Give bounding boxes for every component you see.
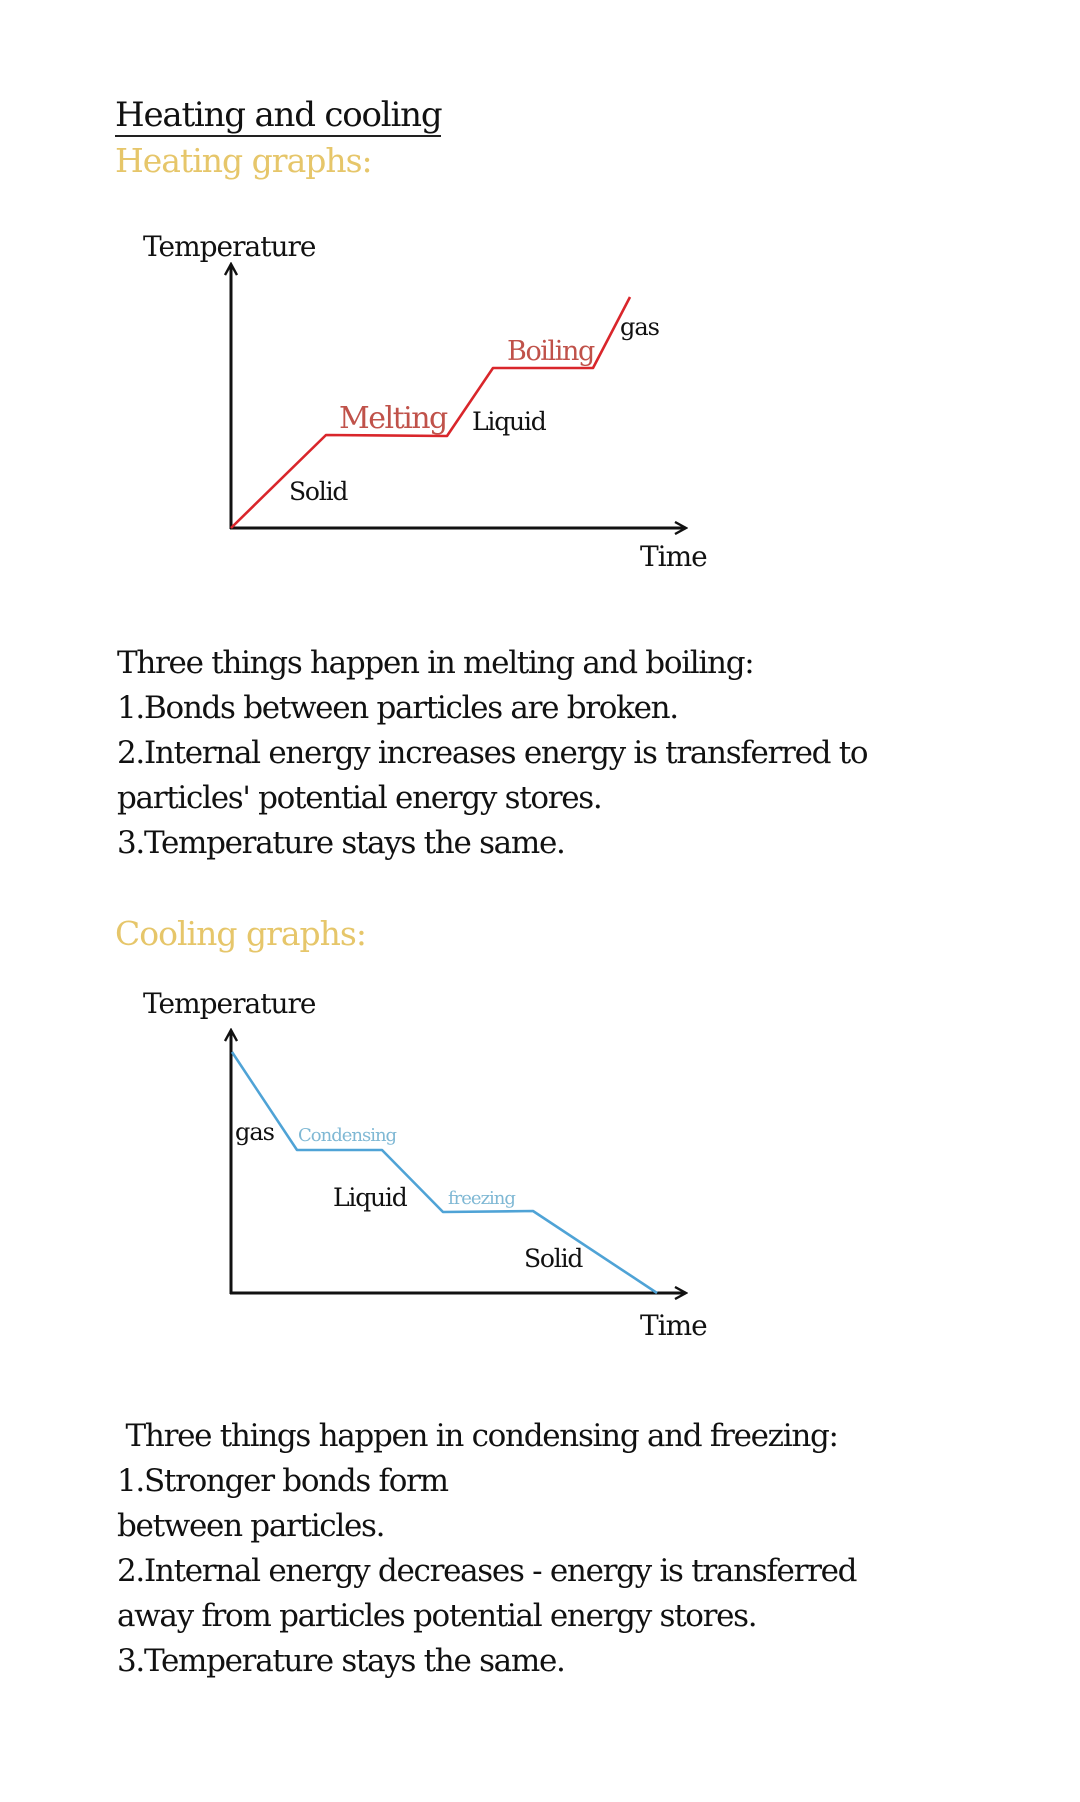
- heating-label-boiling: Boiling: [507, 336, 594, 367]
- cooling-line-2-cont: away from particles potential energy stores.: [117, 1598, 757, 1634]
- cooling-label-condensing: Condensing: [298, 1125, 397, 1146]
- cooling-y-axis-label: Temperature: [143, 987, 316, 1020]
- heating-explanation: [117, 641, 867, 866]
- heating-label-melting: Melting: [339, 401, 447, 436]
- cooling-label-freezing: freezing: [448, 1188, 515, 1209]
- heating-line-3: 3.Temperature stays the same.: [117, 825, 565, 861]
- heating-label-liquid: Liquid: [472, 407, 546, 436]
- cooling-line-3: 3.Temperature stays the same.: [117, 1643, 565, 1679]
- heating-line-intro: Three things happen in melting and boiling:: [117, 645, 754, 681]
- heating-graphs-heading: Heating graphs:: [115, 141, 372, 180]
- heating-x-axis-label: Time: [640, 540, 707, 573]
- cooling-label-solid: Solid: [524, 1244, 583, 1273]
- cooling-line-1-cont: between particles.: [117, 1508, 385, 1544]
- cooling-explanation: [117, 1414, 856, 1684]
- cooling-curve: [232, 1052, 657, 1293]
- cooling-line-intro: Three things happen in condensing and freezing:: [117, 1418, 838, 1454]
- heating-label-gas: gas: [620, 313, 659, 341]
- heating-y-axis-label: Temperature: [143, 230, 316, 263]
- cooling-graph: [0, 960, 1080, 1360]
- cooling-label-gas: gas: [235, 1118, 274, 1146]
- heating-line-1: 1.Bonds between particles are broken.: [117, 690, 678, 726]
- page-title: Heating and cooling: [115, 95, 442, 135]
- heating-line-2: 2.Internal energy increases energy is transferred to: [117, 735, 868, 771]
- cooling-line-2: 2.Internal energy decreases - energy is transferred: [117, 1553, 857, 1589]
- cooling-line-1: 1.Stronger bonds form: [117, 1463, 448, 1499]
- heating-label-solid: Solid: [289, 477, 348, 506]
- heating-line-2-cont: particles' potential energy stores.: [117, 780, 602, 816]
- cooling-label-liquid: Liquid: [333, 1183, 407, 1212]
- heating-graph: [0, 0, 1080, 600]
- cooling-graphs-heading: Cooling graphs:: [115, 914, 366, 953]
- cooling-x-axis-label: Time: [640, 1309, 707, 1342]
